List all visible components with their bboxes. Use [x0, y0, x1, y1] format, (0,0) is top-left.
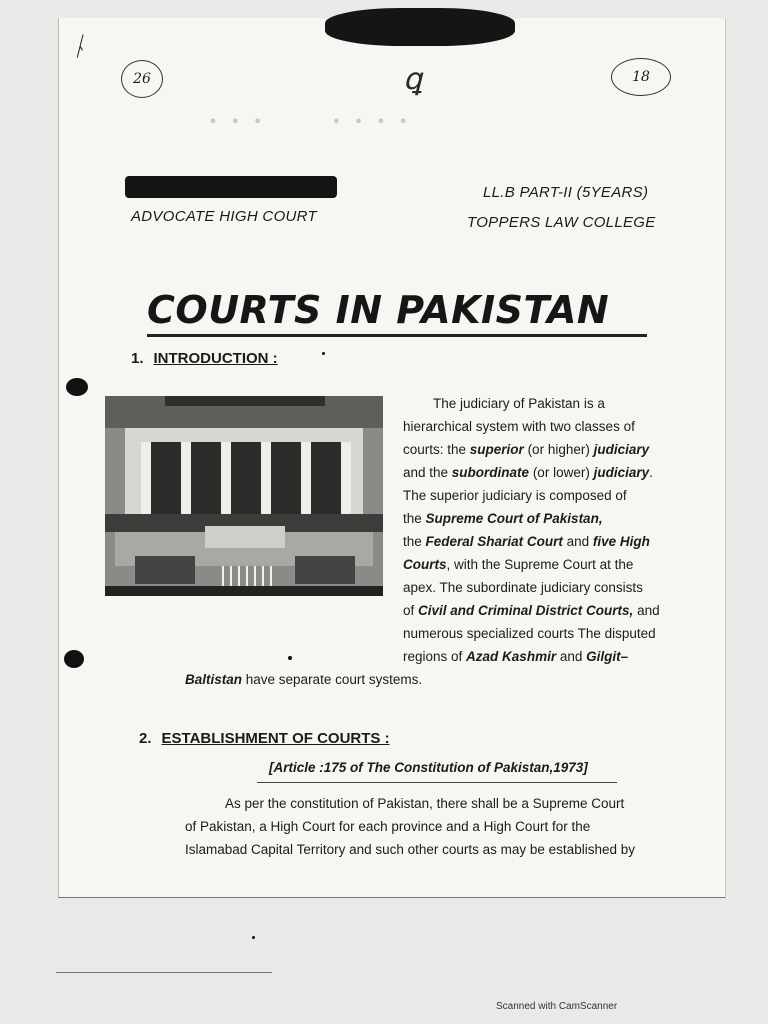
scan-edge-line — [56, 972, 272, 973]
courtroom-illustration — [105, 396, 383, 596]
punch-hole-mark — [66, 378, 88, 396]
intro-emphasis: judiciary — [593, 442, 650, 457]
document-page — [58, 18, 726, 898]
intro-line — [403, 599, 703, 622]
speck — [322, 352, 325, 355]
author-role: ADVOCATE HIGH COURT — [131, 208, 317, 225]
document-title: COURTS IN PAKISTAN — [147, 288, 610, 332]
intro-emphasis: Federal Shariat Court — [425, 534, 563, 549]
section-label: INTRODUCTION : — [153, 350, 278, 367]
intro-text: numerous specialized courts The disputed — [403, 626, 656, 641]
establishment-paragraph — [185, 792, 705, 861]
intro-text: hierarchical system with two classes of — [403, 419, 635, 434]
handwritten-circle-right — [611, 58, 671, 96]
intro-line — [403, 507, 703, 530]
intro-text: (or higher) — [523, 442, 594, 457]
handwritten-initial: ᚿ — [71, 32, 87, 62]
section-heading-establishment — [139, 730, 390, 747]
section-heading-introduction — [131, 350, 278, 367]
intro-emphasis: superior — [469, 442, 524, 457]
intro-text: and — [556, 649, 587, 664]
establishment-text: of Pakistan, a High Court for each province and a High Court for the — [185, 819, 591, 834]
establishment-text: Islamabad Capital Territory and such other courts as may be established by — [185, 842, 635, 857]
circle-left-number: 26 — [133, 71, 151, 87]
circle-right-number: 18 — [632, 69, 650, 85]
intro-emphasis: Supreme Court of Pakistan, — [425, 511, 603, 526]
intro-emphasis: Civil and Criminal District Courts, — [418, 603, 634, 618]
intro-line — [403, 484, 703, 507]
intro-line — [403, 622, 703, 645]
intro-last-line — [185, 668, 585, 691]
establishment-line — [185, 792, 705, 815]
intro-text: and — [633, 603, 660, 618]
handwritten-signature: ꝗ — [403, 62, 423, 97]
intro-line — [403, 461, 703, 484]
intro-text: The judiciary of Pakistan is a — [433, 396, 605, 411]
intro-emphasis: Azad Kashmir — [466, 649, 557, 664]
redaction-name — [125, 176, 337, 198]
intro-line — [403, 645, 703, 668]
redaction-top — [325, 8, 515, 46]
courtroom-photo — [105, 396, 383, 596]
intro-text: and the — [403, 465, 452, 480]
intro-text: have separate court systems. — [242, 672, 423, 687]
intro-text: the — [403, 534, 426, 549]
article-reference: [Article :175 of The Constitution of Pakistan,1973] — [269, 760, 588, 775]
section-label: ESTABLISHMENT OF COURTS : — [161, 730, 390, 747]
intro-text: apex. The subordinate judiciary consists — [403, 580, 643, 595]
intro-line — [403, 530, 703, 553]
establishment-text: As per the constitution of Pakistan, there shall be a Supreme Court — [225, 796, 625, 811]
course-name: LL.B PART-II (5YEARS) — [483, 184, 649, 201]
section-number: 2. — [139, 730, 152, 747]
intro-text: , with the Supreme Court at the — [446, 557, 634, 572]
intro-text: the — [403, 511, 426, 526]
speck — [288, 656, 292, 660]
intro-line — [403, 576, 703, 599]
intro-emphasis: Gilgit– — [586, 649, 629, 664]
intro-text: courts: the — [403, 442, 470, 457]
intro-emphasis: Baltistan — [185, 672, 243, 687]
intro-line — [403, 392, 703, 415]
intro-line — [403, 553, 703, 576]
section-number: 1. — [131, 350, 144, 367]
intro-text: of — [403, 603, 419, 618]
intro-line — [403, 438, 703, 461]
intro-text: regions of — [403, 649, 467, 664]
title-underline — [147, 334, 647, 337]
intro-emphasis: five High — [592, 534, 650, 549]
faint-bleed-through: ꞏ ꞏ ꞏ ꞏ ꞏ ꞏ ꞏ — [209, 107, 411, 137]
speck — [252, 936, 255, 939]
college-name: TOPPERS LAW COLLEGE — [467, 214, 656, 231]
intro-text: The superior judiciary is composed of — [403, 488, 627, 503]
scanner-watermark: Scanned with CamScanner — [496, 1001, 618, 1012]
intro-line — [185, 668, 585, 691]
intro-paragraph — [403, 392, 703, 668]
intro-text: . — [649, 465, 653, 480]
article-underline — [257, 782, 617, 783]
establishment-line — [185, 838, 705, 861]
intro-emphasis: Courts — [403, 557, 447, 572]
establishment-line — [185, 815, 705, 838]
intro-emphasis: judiciary — [593, 465, 650, 480]
intro-emphasis: subordinate — [451, 465, 530, 480]
intro-text: (or lower) — [529, 465, 594, 480]
intro-text: and — [562, 534, 593, 549]
punch-hole-mark — [64, 650, 84, 668]
handwritten-circle-left — [121, 60, 163, 98]
intro-line — [403, 415, 703, 438]
